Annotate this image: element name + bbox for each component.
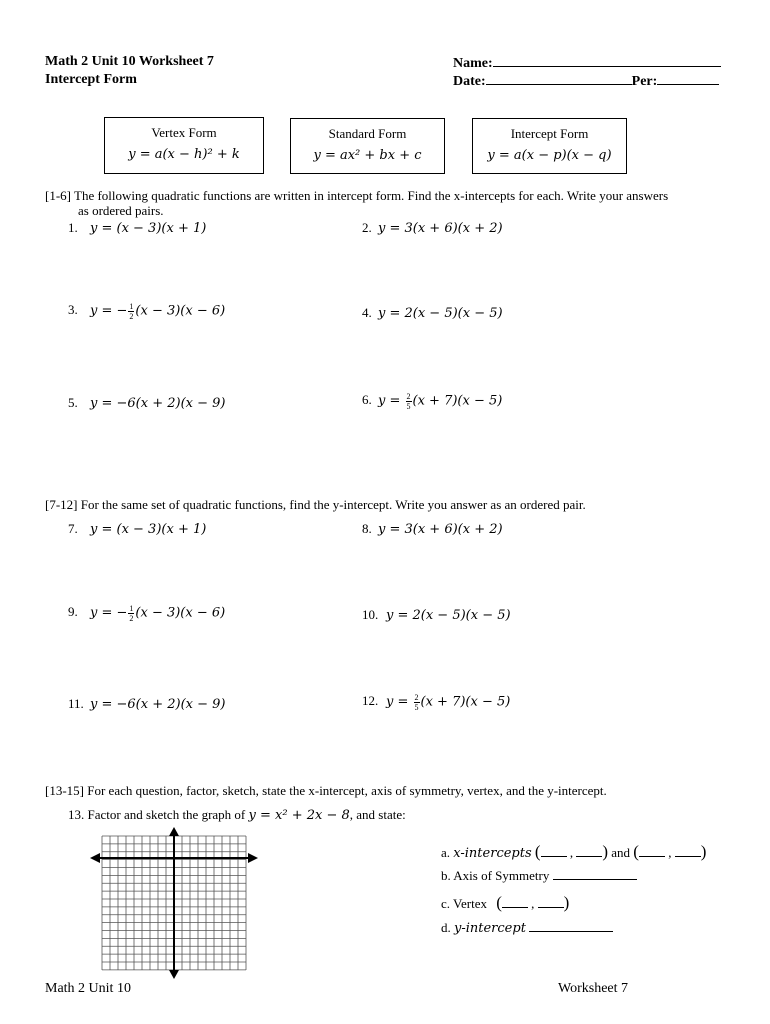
fraction-numerator: 2 — [414, 693, 419, 702]
blank[interactable] — [538, 896, 564, 908]
blank[interactable] — [553, 868, 637, 880]
blank[interactable] — [639, 845, 665, 857]
blank[interactable] — [502, 896, 528, 908]
problem-number: 2. — [362, 220, 372, 235]
part-a-label: a. — [441, 845, 451, 860]
fraction — [414, 693, 420, 712]
part-d-label: d. — [441, 920, 451, 935]
y-axis-down-arrow-icon — [169, 970, 179, 979]
fraction-denominator: 2 — [129, 312, 134, 321]
intercept-form-equation: y = a(x − p)(x − q) — [487, 148, 612, 163]
x-axis-left-arrow-icon — [90, 853, 100, 863]
vertex-form-title: Vertex Form — [151, 125, 217, 140]
section1-instructions-cont: as ordered pairs. — [78, 203, 164, 218]
problem-equation: y = 3(x + 6)(x + 2) — [378, 221, 503, 236]
fraction — [128, 604, 134, 623]
problem-number: 11. — [68, 696, 84, 711]
fraction-denominator: 5 — [406, 402, 411, 411]
problem-equation: y = 2(x − 5)(x − 5) — [386, 608, 511, 623]
problem-equation: y = −6(x + 2)(x − 9) — [90, 396, 226, 411]
part-d-text: y-intercept — [454, 921, 526, 936]
equation-prefix: y = − — [90, 605, 128, 621]
intercept-form-title: Intercept Form — [510, 126, 589, 141]
fraction-numerator: 1 — [129, 302, 134, 311]
footer-left: Math 2 Unit 10 — [45, 981, 131, 996]
section2-instructions: [7-12] For the same set of quadratic functions, find the y-intercept. Write you answer as an ordered pair. — [45, 497, 586, 512]
problem-equation: y = (x − 3)(x + 1) — [90, 221, 207, 236]
problem-equation: y = −6(x + 2)(x − 9) — [90, 697, 226, 712]
problem-number: 12. — [362, 693, 379, 709]
problem-13-tail: , and state: — [349, 807, 406, 822]
name-field[interactable] — [453, 54, 721, 72]
problem-10 — [362, 607, 511, 623]
problem-number: 9. — [68, 604, 78, 620]
part-b — [441, 868, 637, 884]
part-b-text: Axis of Symmetry — [453, 868, 550, 883]
section3-instructions: [13-15] For each question, factor, sketch, state the x-intercept, axis of symmetry, vertex, and the y-intercept. — [45, 783, 607, 798]
problem-number: 1. — [68, 220, 78, 235]
blank[interactable] — [529, 920, 613, 932]
per-field[interactable] — [657, 72, 719, 85]
part-a: a. x-intercepts ( , ) and ( , ) — [441, 842, 707, 861]
problem-number: 8. — [362, 521, 372, 536]
problem-number: 7. — [68, 521, 78, 536]
problem-equation: y = 3(x + 6)(x + 2) — [378, 522, 503, 537]
problem-number: 10. — [362, 607, 379, 622]
part-b-label: b. — [441, 868, 451, 883]
part-c: c. Vertex ( , ) — [441, 893, 570, 912]
problem-11 — [68, 696, 225, 712]
problem-equation: y = 2(x − 5)(x − 5) — [378, 306, 503, 321]
name-label: Name: — [453, 56, 493, 71]
problem-number: 5. — [68, 395, 78, 410]
problem-4 — [362, 305, 503, 321]
equation-suffix: (x + 7)(x − 5) — [420, 694, 511, 710]
standard-form-title: Standard Form — [328, 126, 407, 141]
intercept-form-box — [472, 118, 627, 174]
equation-prefix: y = — [386, 694, 413, 710]
equation-suffix: (x − 3)(x − 6) — [135, 605, 226, 621]
fraction — [128, 302, 134, 321]
blank[interactable] — [675, 845, 701, 857]
footer-right: Worksheet 7 — [558, 981, 629, 996]
part-d — [441, 920, 613, 936]
worksheet-subtitle: Intercept Form — [45, 72, 137, 87]
vertex-form-box — [104, 117, 264, 174]
equation-prefix: y = — [378, 393, 405, 409]
coordinate-grid[interactable] — [88, 826, 260, 980]
worksheet-title: Math 2 Unit 10 Worksheet 7 — [45, 54, 214, 69]
fraction-denominator: 2 — [129, 614, 134, 623]
problem-7 — [68, 521, 206, 537]
vertex-form-equation: y = a(x − h)² + k — [128, 147, 240, 162]
date-label: Date: — [453, 74, 486, 89]
part-c-label: c. — [441, 896, 451, 911]
equation-suffix: (x − 3)(x − 6) — [135, 303, 226, 319]
fraction — [406, 392, 412, 411]
x-axis-right-arrow-icon — [248, 853, 258, 863]
part-a-text: x-intercepts — [453, 846, 532, 861]
blank[interactable] — [541, 845, 567, 857]
fraction-numerator: 1 — [129, 604, 134, 613]
date-field[interactable] — [486, 72, 632, 85]
date-per-row — [453, 72, 719, 90]
problem-number: 6. — [362, 392, 372, 408]
part-c-text: Vertex — [453, 896, 487, 911]
problem-13-equation: y = x² + 2x − 8 — [248, 808, 350, 823]
equation-suffix: (x + 7)(x − 5) — [412, 393, 503, 409]
problem-13-text: 13. Factor and sketch the graph of — [68, 807, 246, 822]
section1-instructions: [1-6] The following quadratic functions are written in intercept form. Find the x-intercepts for each. Write your answers — [45, 188, 669, 203]
y-axis-up-arrow-icon — [169, 827, 179, 836]
per-label: Per: — [631, 74, 658, 89]
problem-9 — [68, 604, 225, 623]
problem-2 — [362, 220, 503, 236]
problem-5 — [68, 395, 225, 411]
problem-6 — [362, 392, 502, 411]
problem-1 — [68, 220, 206, 236]
standard-form-box — [290, 118, 445, 174]
problem-13 — [68, 807, 406, 823]
standard-form-equation: y = ax² + bx + c — [313, 148, 422, 163]
fraction-numerator: 2 — [406, 392, 411, 401]
fraction-denominator: 5 — [414, 703, 419, 712]
problem-3 — [68, 302, 225, 321]
problem-number: 4. — [362, 305, 372, 320]
problem-8 — [362, 521, 503, 537]
part-a-and: and — [611, 845, 631, 860]
problem-equation: y = (x − 3)(x + 1) — [90, 522, 207, 537]
equation-prefix: y = − — [90, 303, 128, 319]
problem-12 — [362, 693, 510, 712]
problem-number: 3. — [68, 302, 78, 318]
blank[interactable] — [576, 845, 602, 857]
